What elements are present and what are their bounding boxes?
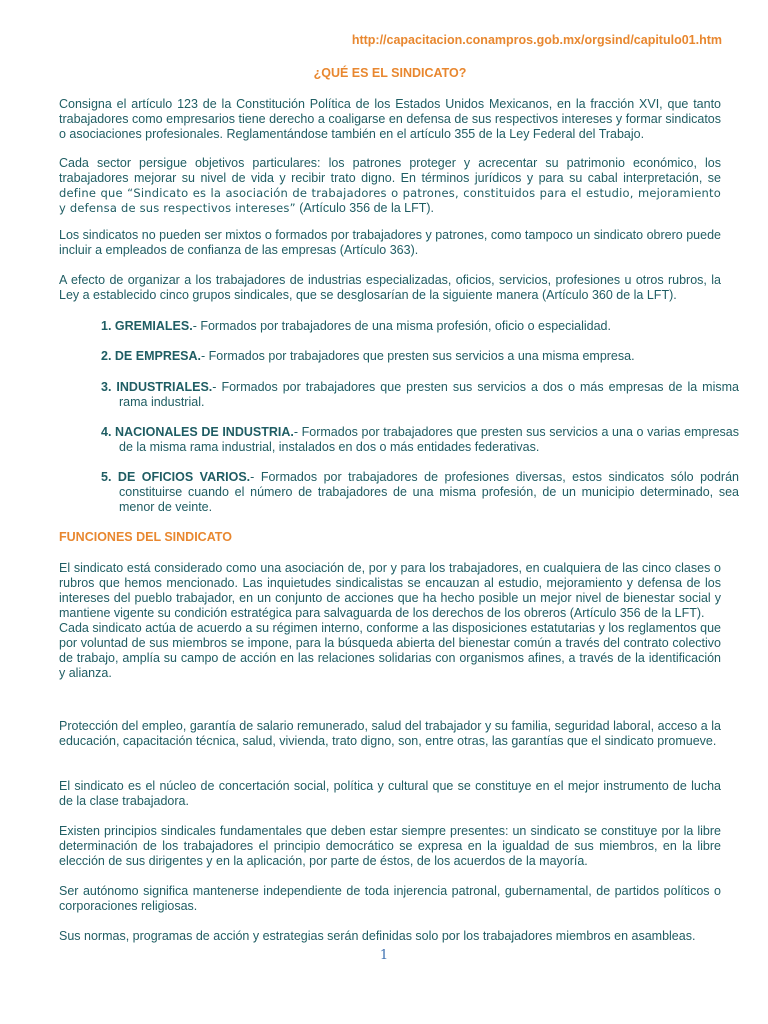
functions-paragraph-4: El sindicato es el núcleo de concertación social, política y cultural que se constituye en el mejor instrumento de lucha de la clase trabajadora. (59, 779, 721, 808)
list-item-text: - Formados por trabajadores que presten sus servicios a una misma empresa. (201, 349, 635, 363)
intro-paragraph-2-text: Cada sector persigue objetivos particulares: los patrones proteger y acrecentar su patrimonio económico, los trabajadores mejorar su nivel de vida y recibir trato digno. En términos jurídicos y para su cabal interpretación, se (59, 156, 721, 185)
list-item-text: - Formados por trabajadores que presten sus servicios a una o varias empresas de la misma rama industrial, instalados en dos o más entidades federativas. (119, 425, 739, 454)
list-item-label: 4. NACIONALES DE INDUSTRIA. (101, 425, 294, 439)
sindicato-definition-quote: define que “Sindicato es la asociación de trabajadores o patrones, constituidos para el estudio, mejoramiento y defensa de sus respectivos intereses” (59, 186, 721, 215)
list-item-text: - Formados por trabajadores que presten sus servicios a dos o más empresas de la misma rama industrial. (119, 380, 739, 409)
intro-paragraph-2-citation: (Artículo 356 de la LFT). (295, 201, 435, 215)
section-heading-funciones: FUNCIONES DEL SINDICATO (59, 530, 232, 544)
list-item-label: 2. DE EMPRESA. (101, 349, 202, 363)
source-url-link[interactable]: http://capacitacion.conampros.gob.mx/orgsind/capitulo01.htm (351, 33, 722, 47)
functions-paragraph-7: Sus normas, programas de acción y estrategias serán definidas solo por los trabajadores miembros en asambleas. (59, 929, 696, 943)
list-item-label: 5. DE OFICIOS VARIOS. (101, 470, 251, 484)
intro-paragraph-2 (59, 156, 721, 216)
list-item-de-oficios-varios (101, 470, 739, 515)
list-item-industriales (101, 380, 739, 410)
list-item-label: 3. INDUSTRIALES. (101, 380, 213, 394)
functions-paragraph-3: Protección del empleo, garantía de salario remunerado, salud del trabajador y su familia, seguridad laboral, acceso a la educación, capacitación técnica, salud, vivienda, trato digno, son, entre otras, las garantías que el sindicato promueve. (59, 719, 721, 748)
list-item-text: - Formados por trabajadores de profesiones diversas, estos sindicatos sólo podrán constituirse cuando el número de trabajadores de una misma profesión, de un municipio determinado, sea menor de veinte. (119, 470, 739, 514)
list-item-nacionales-de-industria (101, 425, 739, 455)
page-title: ¿QUÉ ES EL SINDICATO? (313, 66, 467, 80)
functions-paragraph-5: Existen principios sindicales fundamentales que deben estar siempre presentes: un sindicato se constituye por la libre determinación de los trabajadores el principio democrático se expresa en la igualdad de sus miembros, en la libre elección de sus dirigentes y en la aplicación, por parte de éstos, de los acuerdos de la mayoría. (59, 824, 721, 868)
intro-paragraph-4: A efecto de organizar a los trabajadores de industrias especializadas, oficios, servicios, profesiones u otros rubros, la Ley a establecido cinco grupos sindicales, que se desglosarían de la siguiente manera (Artículo 360 de la LFT). (59, 273, 721, 302)
functions-paragraph-1: El sindicato está considerado como una asociación de, por y para los trabajadores, en cualquiera de las cinco clases o rubros que hemos mencionado. Las inquietudes sindicalistas se encauzan al estudio, mejoramiento y defensa de los intereses del pueblo trabajador, en un conjunto de acciones que ha hecho posible un mejor nivel de bienestar social y mantiene vigente su condición estratégica para salvaguarda de los derechos de los obreros (Artículo 356 de la LFT). (59, 561, 721, 620)
list-item-label: 1. GREMIALES. (101, 319, 193, 333)
page-number: 1 (379, 948, 389, 963)
list-item-de-empresa (101, 349, 739, 364)
functions-paragraph-2: Cada sindicato actúa de acuerdo a su régimen interno, conforme a las disposiciones estatutarias y los reglamentos que por voluntad de sus miembros se impone, para la búsqueda abierta del bienestar común a través del contrato colectivo de trabajo, amplía su campo de acción en las relaciones solidarias con organismos afines, a través de la identificación y alianza. (59, 621, 721, 680)
list-item-gremiales (101, 319, 739, 334)
list-item-text: - Formados por trabajadores de una misma profesión, oficio o especialidad. (192, 319, 611, 333)
functions-paragraph-6: Ser autónomo significa mantenerse independiente de toda injerencia patronal, gubernamental, de partidos políticos o corporaciones religiosas. (59, 884, 721, 913)
intro-paragraph-1: Consigna el artículo 123 de la Constitución Política de los Estados Unidos Mexicanos, en la fracción XVI, que tanto trabajadores como empresarios tiene derecho a coaligarse en defensa de sus respectivos intereses y formar sindicatos o asociaciones profesionales. Reglamentándose también en el artículo 355 de la Ley Federal del Trabajo. (59, 97, 721, 141)
intro-paragraph-3: Los sindicatos no pueden ser mixtos o formados por trabajadores y patrones, como tampoco un sindicato obrero puede incluir a empleados de confianza de las empresas (Artículo 363). (59, 228, 721, 257)
